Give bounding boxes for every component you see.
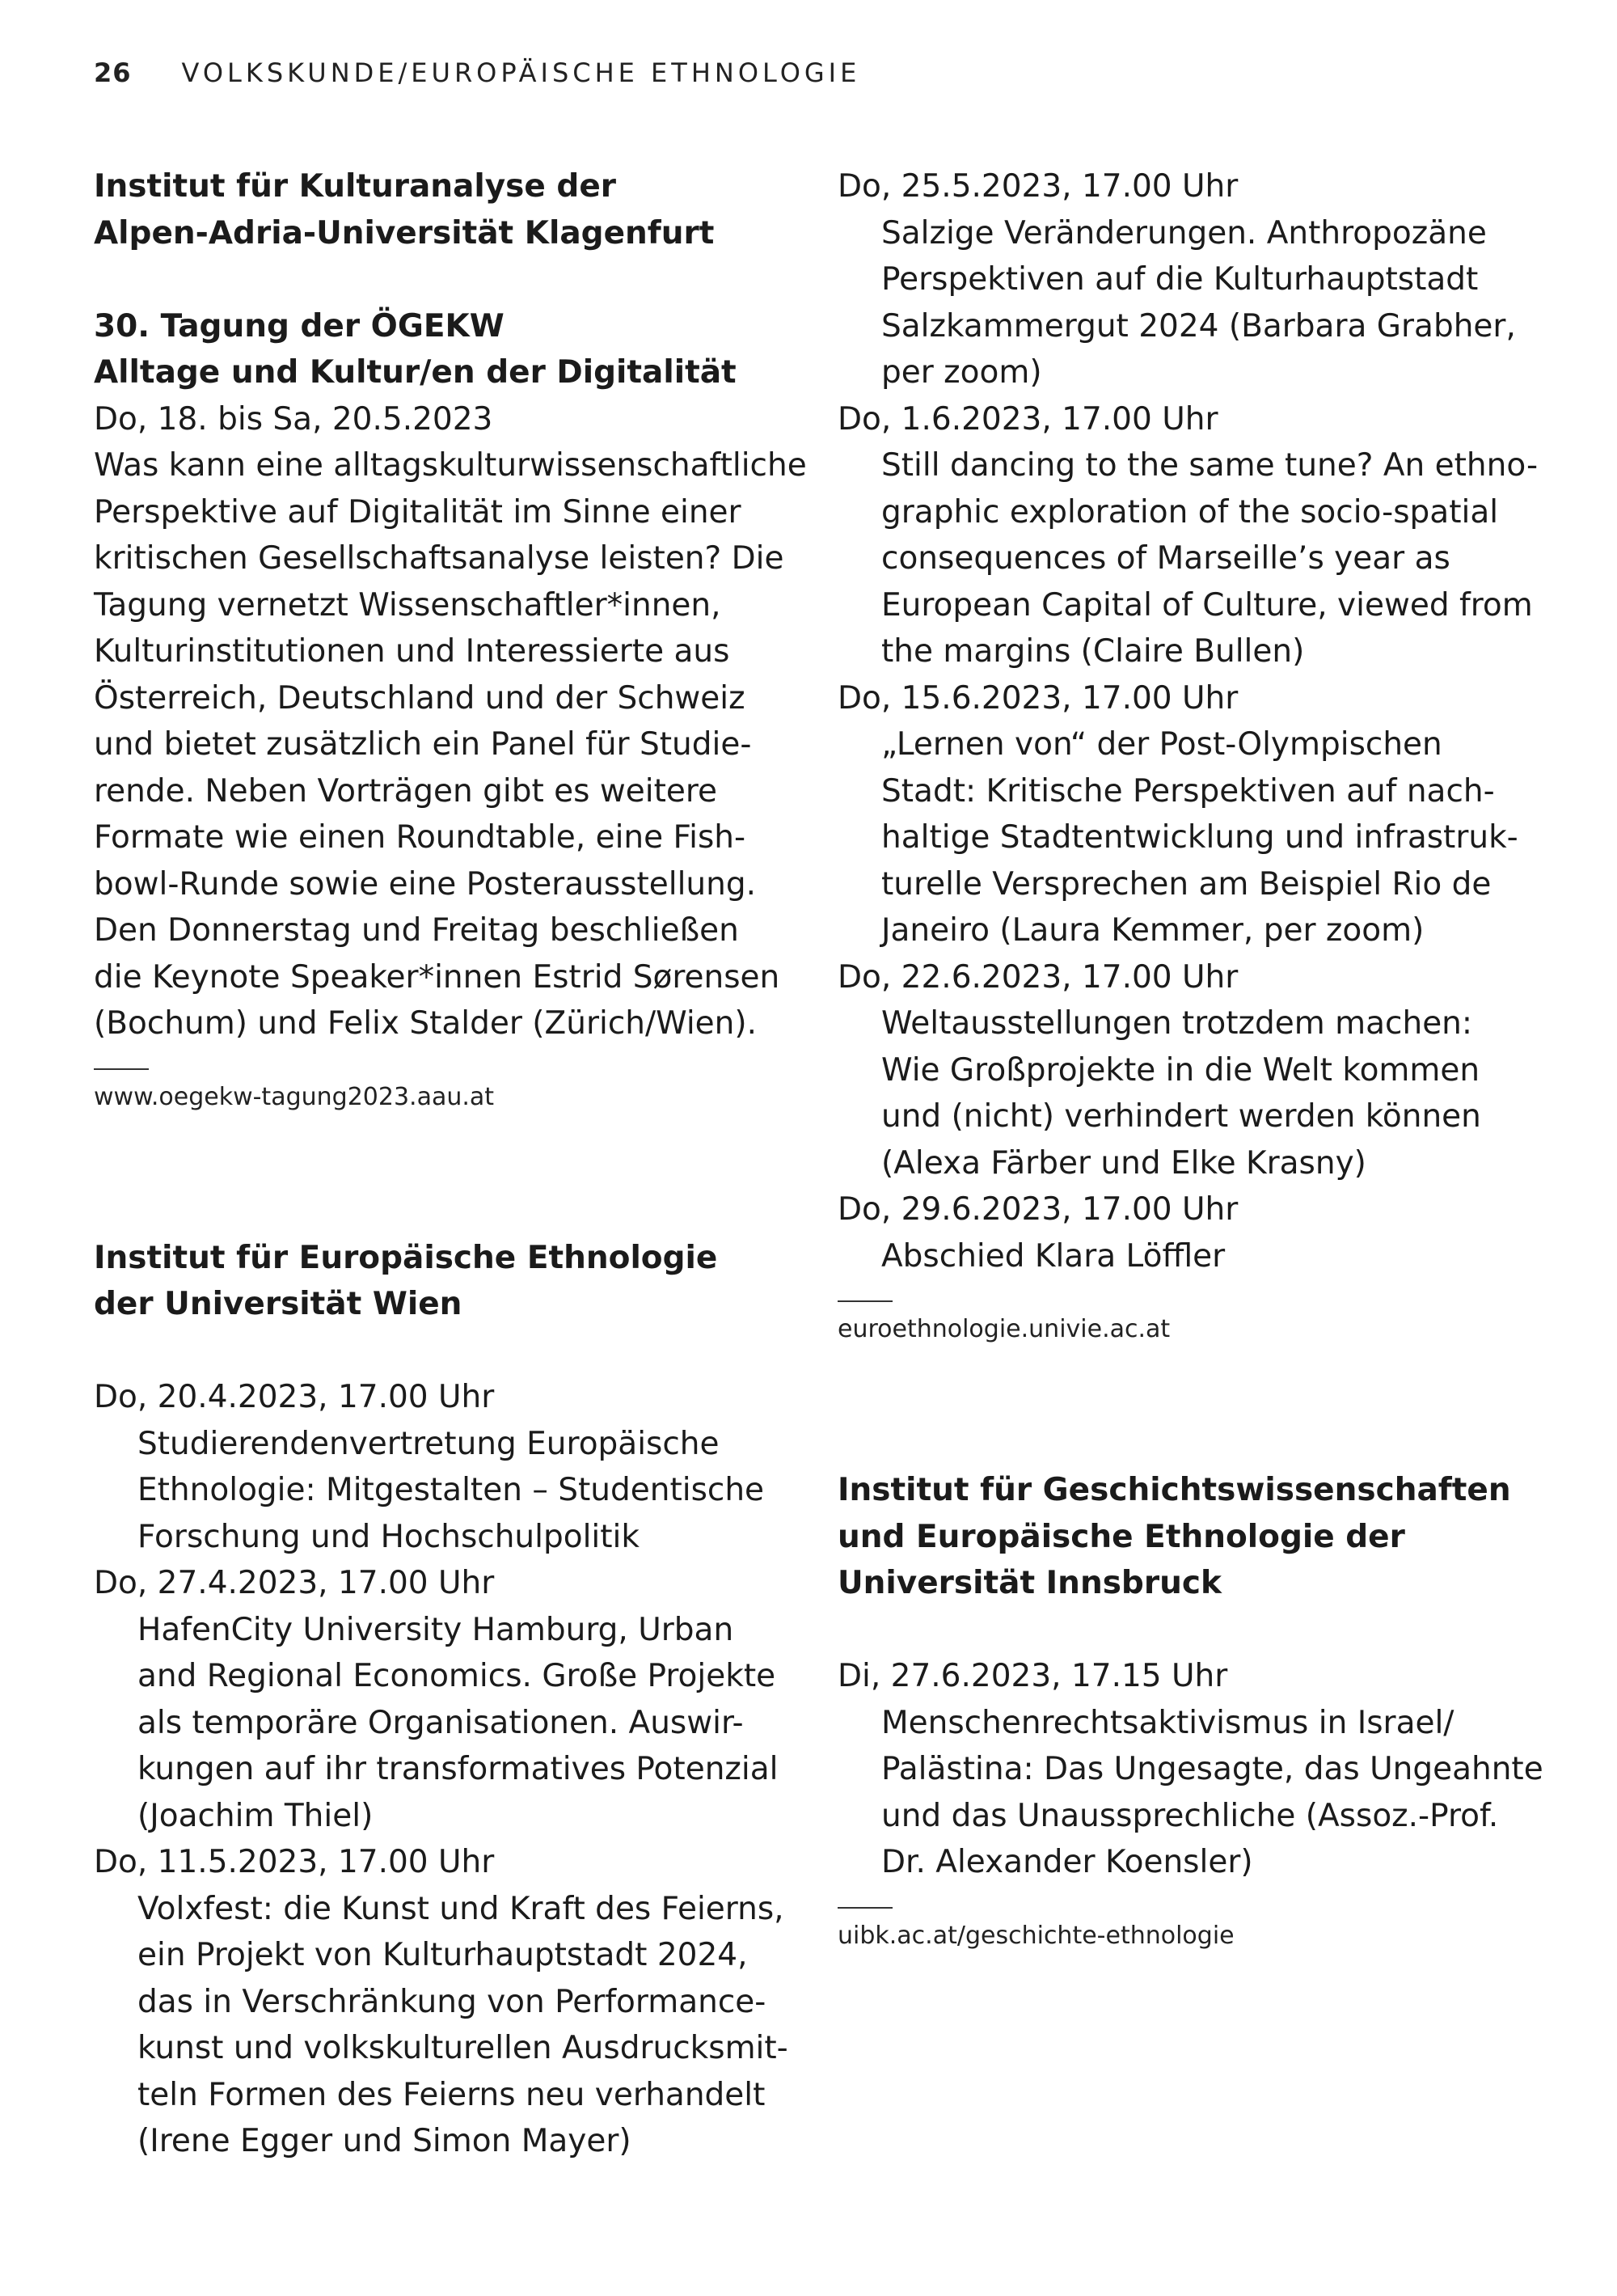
divider-rule: [94, 1068, 149, 1070]
title-line: Dr. Alexander Koensler): [881, 1844, 1253, 1880]
title-line: Salzige Veränderungen. Anthropozäne: [881, 214, 1487, 252]
description-line: Formate wie einen Roundtable, eine Fish-: [94, 819, 746, 856]
title-line: (Joachim Thiel): [137, 1797, 374, 1834]
title-line: das in Verschränkung von Performance-: [137, 1983, 766, 2020]
event-title: [94, 1607, 805, 1840]
event-item: [838, 163, 1549, 396]
event-title: [838, 1700, 1549, 1886]
title-line: Forschung und Hochschulpolitik: [137, 1518, 640, 1555]
description-line: bowl-Runde sowie eine Posterausstellung.: [94, 865, 757, 903]
event-item: [838, 1186, 1549, 1279]
institute-line: Universität Innsbruck: [838, 1565, 1222, 1601]
divider-rule: [838, 1300, 893, 1302]
description-line: Kulturinstitutionen und Interessierte aus: [94, 633, 730, 670]
event-date: Do, 20.4.2023, 17.00 Uhr: [94, 1379, 495, 1415]
left-column: [94, 163, 805, 2165]
right-column: [838, 163, 1549, 1952]
title-line: und das Unaussprechliche (Assoz.-Prof.: [881, 1797, 1499, 1834]
title-line: (Irene Egger und Simon Mayer): [137, 2123, 631, 2159]
event-date: Do, 15.6.2023, 17.00 Uhr: [838, 679, 1239, 717]
title-line: „Lernen von“ der Post-Olympischen: [881, 726, 1442, 763]
event-item: [838, 954, 1549, 1187]
title-line: ein Projekt von Kulturhauptstadt 2024,: [137, 1937, 748, 1973]
title-line: Wie Großprojekte in die Welt kommen: [881, 1051, 1480, 1089]
title-line: Stadt: Kritische Perspektiven auf nach-: [881, 772, 1495, 810]
event-title: [94, 1421, 805, 1561]
institute-heading: [838, 1467, 1549, 1607]
title-line: haltige Stadtentwicklung und infrastruk-: [881, 819, 1518, 856]
title-line: Salzkammergut 2024 (Barbara Grabher,: [881, 307, 1516, 345]
event-heading: [94, 303, 805, 396]
institute-line: Alpen-Adria-Universität Klagenfurt: [94, 214, 715, 252]
institute-heading: [94, 1235, 805, 1328]
title-line: kungen auf ihr transformatives Potenzial: [137, 1751, 779, 1787]
event-item: [94, 1560, 805, 1839]
title-line: Menschenrechtsaktivismus in Israel/: [881, 1704, 1454, 1741]
running-header: [94, 52, 860, 94]
title-line: and Regional Economics. Große Projekte: [137, 1658, 776, 1694]
event-title: [838, 442, 1549, 675]
institute-line: Institut für Kulturanalyse der: [94, 168, 617, 205]
title-line: the margins (Claire Bullen): [881, 633, 1305, 670]
title-line: Weltausstellungen trotzdem machen:: [881, 1005, 1473, 1042]
wien-event-list-continued: [838, 163, 1549, 1279]
wien-section: [94, 1235, 805, 2165]
event-title: [838, 1000, 1549, 1186]
title-line: Still dancing to the same tune? An ethno-: [881, 447, 1539, 484]
institute-line: Institut für Geschichtswissenschaften: [838, 1472, 1511, 1508]
title-line: HafenCity University Hamburg, Urban: [137, 1611, 734, 1648]
institute-line: und Europäische Ethnologie der: [838, 1518, 1405, 1555]
description-line: Den Donnerstag und Freitag beschließen: [94, 912, 739, 949]
title-line: Janeiro (Laura Kemmer, per zoom): [881, 912, 1425, 949]
event-heading-line: 30. Tagung der ÖGEKW: [94, 307, 505, 345]
event-title: [838, 1233, 1549, 1280]
description-line: Was kann eine alltagskulturwissenschaftliche: [94, 447, 807, 484]
event-date: Do, 1.6.2023, 17.00 Uhr: [838, 400, 1218, 438]
event-title: [838, 721, 1549, 954]
event-item: [838, 1653, 1549, 1886]
title-line: Ethnologie: Mitgestalten – Studentische: [137, 1472, 765, 1508]
innsbruck-section: [838, 1467, 1549, 1952]
event-description: [94, 442, 805, 1047]
description-line: Perspektive auf Digitalität im Sinne einer: [94, 493, 741, 531]
title-line: turelle Versprechen am Beispiel Rio de: [881, 865, 1492, 903]
title-line: als temporäre Organisationen. Auswir-: [137, 1704, 744, 1741]
event-item: [94, 1839, 805, 2165]
institute-heading: [94, 163, 805, 256]
event-date: Do, 29.6.2023, 17.00 Uhr: [838, 1191, 1239, 1228]
event-date: Do, 18. bis Sa, 20.5.2023: [94, 400, 493, 438]
title-line: und (nicht) verhindert werden können: [881, 1098, 1481, 1135]
title-line: consequences of Marseille’s year as: [881, 540, 1450, 577]
title-line: European Capital of Culture, viewed from: [881, 586, 1533, 624]
event-date: Do, 11.5.2023, 17.00 Uhr: [94, 1844, 495, 1880]
description-line: die Keynote Speaker*innen Estrid Sørensen: [94, 958, 780, 996]
event-title: [94, 1886, 805, 2165]
event-date: Di, 27.6.2023, 17.15 Uhr: [838, 1658, 1228, 1694]
description-line: Tagung vernetzt Wissenschaftler*innen,: [94, 586, 721, 624]
event-item: [838, 675, 1549, 954]
description-line: und bietet zusätzlich ein Panel für Studie-: [94, 726, 752, 763]
title-line: Studierendenvertretung Europäische: [137, 1425, 720, 1462]
description-line: Österreich, Deutschland und der Schweiz: [94, 679, 745, 717]
event-date: Do, 25.5.2023, 17.00 Uhr: [838, 168, 1239, 205]
event-item: [838, 396, 1549, 675]
website-link[interactable]: www.oegekw-tagung2023.aau.at: [94, 1082, 495, 1111]
description-line: (Bochum) und Felix Stalder (Zürich/Wien).: [94, 1005, 757, 1042]
title-line: Abschied Klara Löffler: [881, 1237, 1226, 1275]
title-line: (Alexa Färber und Elke Krasny): [881, 1144, 1366, 1182]
title-line: Volxfest: die Kunst und Kraft des Feierns,: [137, 1890, 784, 1927]
event-date: Do, 22.6.2023, 17.00 Uhr: [838, 958, 1239, 996]
divider-rule: [838, 1907, 893, 1909]
section-title: VOLKSKUNDE/EUROPÄISCHE ETHNOLOGIE: [181, 57, 861, 88]
title-line: kunst und volkskulturellen Ausdrucksmit-: [137, 2030, 788, 2066]
website-link[interactable]: uibk.ac.at/geschichte-ethnologie: [838, 1921, 1235, 1950]
title-line: teln Formen des Feierns neu verhandelt: [137, 2076, 766, 2113]
klagenfurt-section: [94, 163, 805, 1114]
title-line: Palästina: Das Ungesagte, das Ungeahnte: [881, 1751, 1543, 1787]
event-date: Do, 27.4.2023, 17.00 Uhr: [94, 1565, 495, 1601]
institute-line: Institut für Europäische Ethnologie: [94, 1239, 718, 1276]
page-number: 26: [94, 57, 132, 88]
event-list: [94, 1374, 805, 2165]
title-line: Perspektiven auf die Kulturhauptstadt: [881, 261, 1479, 298]
event-heading-line: Alltage und Kultur/en der Digitalität: [94, 354, 737, 391]
event-item: [94, 1374, 805, 1560]
description-line: kritischen Gesellschaftsanalyse leisten? Die: [94, 540, 784, 577]
description-line: rende. Neben Vorträgen gibt es weitere: [94, 772, 718, 810]
title-line: per zoom): [881, 354, 1042, 391]
institute-line: der Universität Wien: [94, 1286, 462, 1322]
website-link[interactable]: euroethnologie.univie.ac.at: [838, 1315, 1171, 1343]
title-line: graphic exploration of the socio-spatial: [881, 493, 1499, 531]
event-title: [838, 210, 1549, 396]
